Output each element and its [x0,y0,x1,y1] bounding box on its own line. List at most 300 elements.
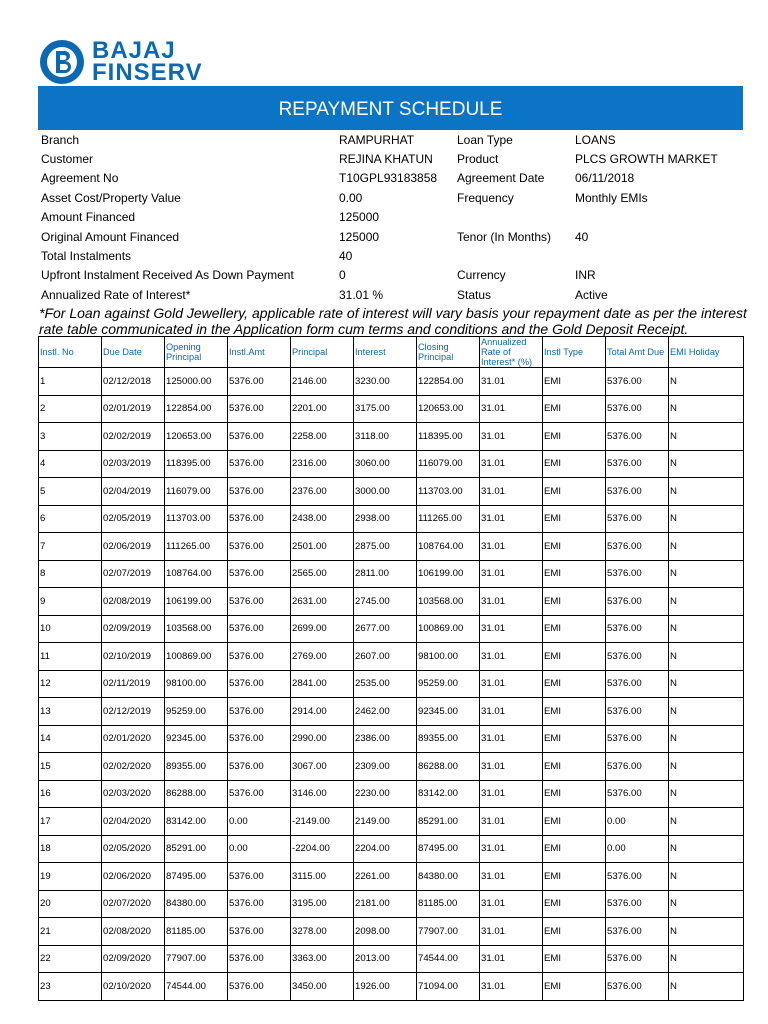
table-cell: 02/04/2020 [102,808,165,836]
table-cell: 5376.00 [606,780,669,808]
table-cell: 5376.00 [606,533,669,561]
table-cell: 5376.00 [228,478,291,506]
table-cell: 71094.00 [417,973,480,1001]
table-cell: 5376.00 [228,725,291,753]
table-cell: 111265.00 [417,505,480,533]
table-cell: 3230.00 [354,368,417,396]
table-row [39,808,744,836]
table-cell: EMI [543,395,606,423]
info-value2: 40 [575,229,589,244]
table-cell: EMI [543,780,606,808]
table-cell: 23 [39,973,102,1001]
table-cell: 111265.00 [165,533,228,561]
table-cell: N [669,643,744,671]
info-value: REJINA KHATUN [339,152,433,167]
info-label2 [454,208,572,227]
column-header: Due Date [102,337,165,368]
table-cell: N [669,395,744,423]
table-cell: EMI [543,945,606,973]
table-cell: 31.01 [480,890,543,918]
table-cell: 2258.00 [291,423,354,451]
table-cell: 02/10/2020 [102,973,165,1001]
table-cell: 5376.00 [606,588,669,616]
table-cell: N [669,725,744,753]
table-cell: 5376.00 [228,945,291,973]
table-cell: 86288.00 [165,780,228,808]
table-cell: -2204.00 [291,835,354,863]
table-cell: 3175.00 [354,395,417,423]
table-cell: 106199.00 [165,588,228,616]
table-cell: EMI [543,973,606,1001]
table-cell: 15 [39,753,102,781]
table-cell: 5376.00 [606,423,669,451]
info-value: 0 [339,268,346,283]
info-label: Original Amount Financed [41,229,180,244]
table-cell: 02/10/2019 [102,643,165,671]
table-cell: 02/02/2020 [102,753,165,781]
table-cell: 5376.00 [606,478,669,506]
table-cell: N [669,973,744,1001]
table-cell: EMI [543,918,606,946]
table-cell: 31.01 [480,753,543,781]
table-cell: N [669,450,744,478]
table-cell: 5376.00 [606,505,669,533]
table-cell: 108764.00 [165,560,228,588]
table-cell: 98100.00 [165,670,228,698]
table-cell: 74544.00 [165,973,228,1001]
table-row [39,890,744,918]
table-cell: 2181.00 [354,890,417,918]
table-cell: -2149.00 [291,808,354,836]
table-cell: 31.01 [480,533,543,561]
gold-loan-footnote: *For Loan against Gold Jewellery, applicable rate of interest will vary basis your repayment date as per the interest rate table communicated in the Application form cum terms and conditions and the Gold Deposit Receipt. [39,305,747,337]
table-cell: 2013.00 [354,945,417,973]
info-value2: Monthly EMIs [575,190,648,205]
info-row [38,285,743,304]
table-cell: 31.01 [480,643,543,671]
table-cell: 2875.00 [354,533,417,561]
table-row [39,698,744,726]
table-cell: 3115.00 [291,863,354,891]
table-cell: 17 [39,808,102,836]
table-cell: 100869.00 [165,643,228,671]
table-cell: EMI [543,808,606,836]
table-cell: 02/01/2019 [102,395,165,423]
table-cell: 5376.00 [228,670,291,698]
table-cell: 92345.00 [417,698,480,726]
table-cell: 02/05/2020 [102,835,165,863]
table-row [39,505,744,533]
table-cell: 81185.00 [417,890,480,918]
table-cell: 125000.00 [165,368,228,396]
info-label: Agreement No [41,171,119,186]
table-cell: 10 [39,615,102,643]
info-label: Total Instalments [41,249,132,264]
table-cell: 122854.00 [417,368,480,396]
table-row [39,918,744,946]
table-cell: 8 [39,560,102,588]
table-cell: 02/12/2018 [102,368,165,396]
table-cell: 89355.00 [417,725,480,753]
table-cell: 9 [39,588,102,616]
table-cell: 3067.00 [291,753,354,781]
table-cell: 31.01 [480,450,543,478]
table-cell: 95259.00 [165,698,228,726]
table-cell: 5376.00 [228,395,291,423]
table-row [39,835,744,863]
table-cell: 87495.00 [417,835,480,863]
table-cell: 2 [39,395,102,423]
table-row [39,753,744,781]
table-cell: 31.01 [480,423,543,451]
info-row [38,188,743,207]
table-cell: N [669,780,744,808]
table-cell: N [669,478,744,506]
table-cell: 5 [39,478,102,506]
page-title: REPAYMENT SCHEDULE [278,99,503,120]
table-cell: 2745.00 [354,588,417,616]
table-cell: 21 [39,918,102,946]
info-label2: Agreement Date [457,171,545,186]
table-cell: 2501.00 [291,533,354,561]
table-cell: 5376.00 [228,450,291,478]
table-cell: 3146.00 [291,780,354,808]
table-cell: EMI [543,560,606,588]
table-cell: 3195.00 [291,890,354,918]
table-cell: 118395.00 [165,450,228,478]
table-cell: 2607.00 [354,643,417,671]
info-value: 0.00 [339,190,363,205]
table-cell: 2098.00 [354,918,417,946]
table-cell: 7 [39,533,102,561]
info-value: 31.01 % [339,287,384,302]
column-header: Instl Type [543,337,606,368]
info-label: Asset Cost/Property Value [41,190,181,205]
column-header: Annualized Rate of Interest* (%) [480,337,543,368]
table-cell: 5376.00 [606,643,669,671]
table-cell: 2914.00 [291,698,354,726]
table-cell: 106199.00 [417,560,480,588]
info-value2 [572,246,743,265]
table-cell: 31.01 [480,808,543,836]
repayment-schedule-table [38,336,744,1001]
table-cell: 3 [39,423,102,451]
table-cell: 2677.00 [354,615,417,643]
info-label2: Frequency [457,190,514,205]
table-cell: 5376.00 [228,890,291,918]
table-cell: N [669,863,744,891]
table-cell: 02/11/2019 [102,670,165,698]
table-cell: 3450.00 [291,973,354,1001]
info-value2: PLCS GROWTH MARKET [575,152,718,167]
table-cell: 120653.00 [165,423,228,451]
table-cell: 3278.00 [291,918,354,946]
table-cell: 31.01 [480,478,543,506]
table-cell: 31.01 [480,973,543,1001]
table-cell: 113703.00 [165,505,228,533]
info-label: Upfront Instalment Received As Down Payment [41,268,294,283]
column-header: Principal [291,337,354,368]
page-title-banner [38,86,743,130]
table-cell: 5376.00 [228,918,291,946]
table-cell: N [669,615,744,643]
column-header: Interest [354,337,417,368]
brand-line2: FINSERV [92,59,203,86]
info-value2: 06/11/2018 [575,171,635,186]
table-cell: N [669,698,744,726]
table-row [39,533,744,561]
table-cell: 02/09/2019 [102,615,165,643]
table-cell: 02/01/2020 [102,725,165,753]
info-row [38,149,743,168]
table-cell: 31.01 [480,560,543,588]
table-cell: 31.01 [480,918,543,946]
table-cell: 83142.00 [165,808,228,836]
table-cell: 2309.00 [354,753,417,781]
table-cell: 5376.00 [228,505,291,533]
table-cell: 02/09/2020 [102,945,165,973]
table-row [39,450,744,478]
table-cell: 3363.00 [291,945,354,973]
table-cell: 103568.00 [165,615,228,643]
table-cell: 5376.00 [228,973,291,1001]
table-cell: 2769.00 [291,643,354,671]
bajaj-finserv-logo [38,38,203,86]
table-cell: EMI [543,368,606,396]
table-cell: 18 [39,835,102,863]
table-cell: 0.00 [228,835,291,863]
table-cell: 31.01 [480,780,543,808]
table-cell: 2149.00 [354,808,417,836]
table-cell: 108764.00 [417,533,480,561]
table-cell: 113703.00 [417,478,480,506]
table-cell: 5376.00 [606,973,669,1001]
table-cell: 95259.00 [417,670,480,698]
table-cell: 13 [39,698,102,726]
table-cell: EMI [543,643,606,671]
table-cell: 2535.00 [354,670,417,698]
table-cell: 02/08/2020 [102,918,165,946]
table-cell: 5376.00 [606,615,669,643]
table-cell: N [669,945,744,973]
info-label2: Currency [457,268,506,283]
table-cell: 02/04/2019 [102,478,165,506]
table-cell: 31.01 [480,670,543,698]
table-cell: EMI [543,890,606,918]
table-cell: 2841.00 [291,670,354,698]
bajaj-logo-icon [38,38,86,86]
table-cell: 5376.00 [606,725,669,753]
table-cell: 5376.00 [228,863,291,891]
info-value2: LOANS [575,132,616,147]
table-cell: 2811.00 [354,560,417,588]
table-cell: EMI [543,423,606,451]
table-cell: 77907.00 [417,918,480,946]
table-row [39,588,744,616]
table-cell: 31.01 [480,835,543,863]
table-cell: EMI [543,533,606,561]
table-row [39,395,744,423]
table-cell: 0.00 [606,808,669,836]
table-cell: 31.01 [480,395,543,423]
table-cell: 2204.00 [354,835,417,863]
table-cell: 3000.00 [354,478,417,506]
table-cell: 85291.00 [417,808,480,836]
table-cell: 19 [39,863,102,891]
table-cell: 87495.00 [165,863,228,891]
table-row [39,560,744,588]
table-header-row [39,337,744,368]
table-cell: 77907.00 [165,945,228,973]
table-cell: 116079.00 [165,478,228,506]
table-cell: 5376.00 [606,670,669,698]
table-cell: 5376.00 [606,945,669,973]
info-value2: Active [575,287,608,302]
table-cell: 120653.00 [417,395,480,423]
table-cell: 2230.00 [354,780,417,808]
table-cell: 02/12/2019 [102,698,165,726]
info-row [38,130,743,149]
table-row [39,423,744,451]
column-header: Total Amt Due [606,337,669,368]
table-cell: 31.01 [480,725,543,753]
table-cell: 5376.00 [606,450,669,478]
table-cell: 2146.00 [291,368,354,396]
info-value: RAMPURHAT [339,132,415,147]
table-cell: 5376.00 [228,423,291,451]
table-cell: 5376.00 [228,533,291,561]
table-cell: 103568.00 [417,588,480,616]
table-cell: 1 [39,368,102,396]
table-cell: 81185.00 [165,918,228,946]
table-cell: 85291.00 [165,835,228,863]
table-cell: 31.01 [480,505,543,533]
brand-name [92,37,203,86]
table-cell: 118395.00 [417,423,480,451]
table-cell: 3060.00 [354,450,417,478]
table-cell: 02/06/2020 [102,863,165,891]
table-cell: 31.01 [480,863,543,891]
info-value: T10GPL93183858 [339,171,438,186]
table-cell: EMI [543,505,606,533]
table-cell: 12 [39,670,102,698]
table-cell: EMI [543,478,606,506]
table-cell: N [669,890,744,918]
table-cell: N [669,533,744,561]
loan-info-table [38,130,743,305]
table-cell: 2565.00 [291,560,354,588]
table-cell: 2462.00 [354,698,417,726]
table-cell: 92345.00 [165,725,228,753]
table-cell: 5376.00 [606,863,669,891]
table-cell: N [669,423,744,451]
table-cell: 20 [39,890,102,918]
info-label2: Status [457,287,492,302]
table-cell: 02/06/2019 [102,533,165,561]
table-cell: N [669,588,744,616]
table-cell: 02/03/2019 [102,450,165,478]
table-cell: 89355.00 [165,753,228,781]
table-cell: EMI [543,588,606,616]
table-cell: 02/07/2020 [102,890,165,918]
brand-line1: BAJAJ [92,37,176,64]
table-cell: 74544.00 [417,945,480,973]
table-cell: 2938.00 [354,505,417,533]
table-cell: EMI [543,615,606,643]
table-row [39,643,744,671]
table-cell: 5376.00 [228,643,291,671]
info-label2: Product [457,152,499,167]
table-cell: 5376.00 [228,368,291,396]
table-row [39,615,744,643]
column-header: Instl.Amt [228,337,291,368]
info-value2: INR [575,268,596,283]
column-header: EMI Holiday [669,337,744,368]
table-cell: EMI [543,670,606,698]
table-cell: 02/03/2020 [102,780,165,808]
table-cell: N [669,918,744,946]
table-cell: 5376.00 [606,753,669,781]
table-cell: N [669,835,744,863]
table-cell: 122854.00 [165,395,228,423]
table-cell: 2990.00 [291,725,354,753]
table-cell: 1926.00 [354,973,417,1001]
column-header: Opening Principal [165,337,228,368]
table-cell: 5376.00 [606,698,669,726]
table-cell: 31.01 [480,945,543,973]
table-row [39,945,744,973]
table-cell: EMI [543,863,606,891]
table-cell: N [669,753,744,781]
info-row [38,246,743,265]
table-cell: 4 [39,450,102,478]
column-header: Closing Principal [417,337,480,368]
table-cell: 98100.00 [417,643,480,671]
table-cell: 5376.00 [228,753,291,781]
table-cell: 02/05/2019 [102,505,165,533]
table-cell: 5376.00 [228,560,291,588]
table-cell: 83142.00 [417,780,480,808]
table-cell: N [669,670,744,698]
table-cell: 5376.00 [228,588,291,616]
info-value: 125000 [339,229,380,244]
table-cell: 5376.00 [228,615,291,643]
table-cell: EMI [543,753,606,781]
table-cell: 16 [39,780,102,808]
table-cell: 02/08/2019 [102,588,165,616]
info-row [38,169,743,188]
info-label: Annualized Rate of Interest* [41,287,191,302]
table-cell: 6 [39,505,102,533]
table-cell: 2201.00 [291,395,354,423]
table-cell: 02/07/2019 [102,560,165,588]
table-row [39,780,744,808]
table-cell: N [669,505,744,533]
table-cell: 14 [39,725,102,753]
info-value: 125000 [339,210,380,225]
table-cell: 5376.00 [228,780,291,808]
table-cell: N [669,808,744,836]
table-cell: 11 [39,643,102,671]
table-cell: 2438.00 [291,505,354,533]
info-label2: Tenor (In Months) [457,229,552,244]
info-value: 40 [339,249,353,264]
info-row [38,266,743,285]
info-label2: Loan Type [457,132,513,147]
table-cell: 84380.00 [417,863,480,891]
table-cell: 31.01 [480,588,543,616]
table-cell: 5376.00 [228,698,291,726]
